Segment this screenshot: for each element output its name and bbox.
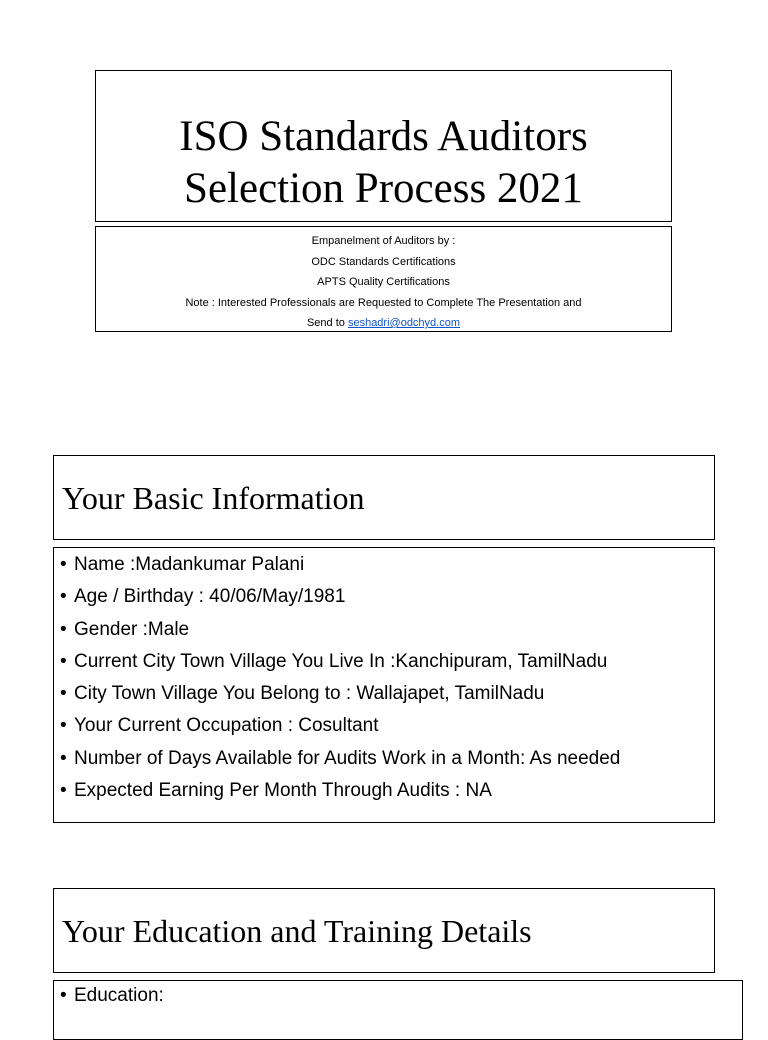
list-item-name: • Name :Madankumar Palani [60, 549, 620, 581]
basic-info-header [53, 455, 715, 540]
email-link[interactable]: seshadri@odchyd.com [347, 317, 461, 329]
education-list [60, 980, 164, 1012]
title-line-1: ISO Standards Auditors [179, 113, 588, 160]
title-line-2: Selection Process 2021 [184, 165, 583, 212]
education-header [53, 888, 715, 973]
list-item-gender: • Gender :Male [60, 614, 620, 646]
note-box [95, 226, 672, 332]
note-line-send-to [96, 313, 671, 334]
list-item-home-city: • City Town Village You Belong to : Wallajapet, TamilNadu [60, 678, 620, 710]
education-body [53, 980, 743, 1040]
basic-info-body [53, 547, 715, 823]
title-box [95, 70, 672, 222]
list-item-occupation: • Your Current Occupation : Cosultant [60, 710, 620, 742]
basic-info-heading: Your Basic Information [62, 480, 365, 516]
send-to-label: Send to [306, 317, 348, 329]
page-title [96, 111, 671, 215]
note-line-instructions: Note : Interested Professionals are Requested to Complete The Presentation and [185, 296, 582, 309]
list-item-education: • Education: [60, 980, 164, 1012]
list-item-expected-earning: • Expected Earning Per Month Through Audits : NA [60, 775, 620, 807]
note-line-odc: ODC Standards Certifications [311, 255, 456, 268]
list-item-days-available: • Number of Days Available for Audits Work in a Month: As needed [60, 743, 620, 775]
note-line-apts: APTS Quality Certifications [317, 276, 450, 288]
basic-info-list [60, 549, 620, 807]
note-line-empanelment: Empanelment of Auditors by : [311, 235, 456, 247]
list-item-age: • Age / Birthday : 40/06/May/1981 [60, 581, 620, 613]
education-heading: Your Education and Training Details [62, 913, 532, 949]
list-item-current-city: • Current City Town Village You Live In :Kanchipuram, TamilNadu [60, 646, 620, 678]
